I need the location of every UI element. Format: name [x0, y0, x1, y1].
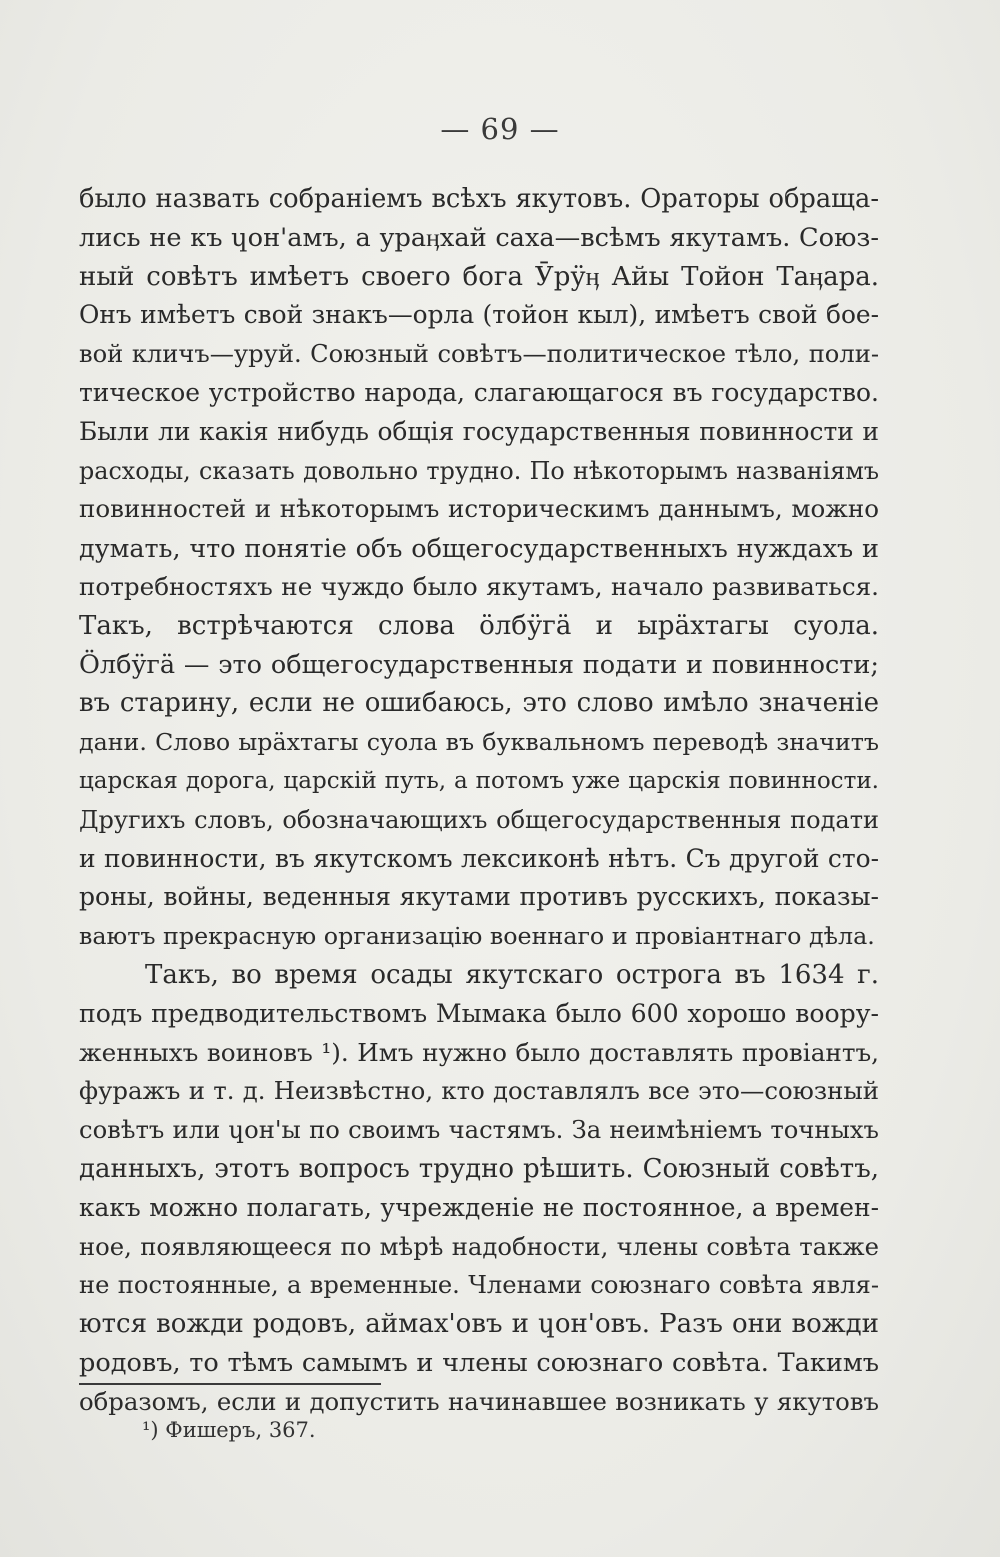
text-line-paragraph-start: Такъ, во время осады якутскаго острога въ 1634 г.: [145, 959, 879, 990]
text-line: не постоянные, а временные. Членами союзнаго совѣта явля-: [79, 1271, 879, 1300]
text-line: Такъ, встрѣчаются слова ӧлбӱгӓ и ырӓхтагы суола.: [79, 610, 879, 641]
text-line: было назвать собраніемъ всѣхъ якутовъ. Ораторы обраща-: [79, 184, 879, 214]
text-line: Другихъ словъ, обозначающихъ общегосударственныя подати: [79, 805, 879, 834]
text-line: Были ли какія нибудь общія государственныя повинности и: [79, 416, 879, 446]
text-line: думать, что понятіе объ общегосударственныхъ нуждахъ и: [79, 533, 879, 564]
text-line: потребностяхъ не чуждо было якутамъ, начало развиваться.: [79, 571, 879, 601]
footnote: ¹) Фишеръ, 367.: [142, 1418, 316, 1442]
text-line: расходы, сказать довольно трудно. По нѣкоторымъ названіямъ: [79, 456, 879, 485]
text-line: женныхъ воиновъ ¹). Имъ нужно было доставлять провіантъ,: [79, 1037, 879, 1067]
text-line: ный совѣтъ имѣетъ своего бога Ӯрӱӊ Айы Тойон Таӊара.: [79, 261, 879, 292]
text-line: роны, войны, веденныя якутами противъ русскихъ, показы-: [79, 882, 879, 912]
text-line: ное, появляющееся по мѣрѣ надобности, члены совѣта также: [79, 1231, 879, 1261]
text-line: царская дорога, царскій путь, а потомъ уже царскія повинности.: [79, 767, 879, 794]
text-line: вой кличъ—уруй. Союзный совѣтъ—политическое тѣло, поли-: [79, 340, 879, 369]
text-line: лись не къ ɥон'амъ, а ураӊхай саха—всѣмъ якутамъ. Союз-: [79, 222, 879, 253]
text-line: какъ можно полагать, учрежденіе не постоянное, а времен-: [79, 1192, 879, 1222]
text-line: совѣтъ или ɥон'ы по своимъ частямъ. За неимѣніемъ точныхъ: [79, 1115, 879, 1145]
text-line: повинностей и нѣкоторымъ историческимъ даннымъ, можно: [79, 494, 879, 524]
text-line: ются вожди родовъ, аймах'овъ и ɥон'овъ. Разъ они вожди: [79, 1309, 879, 1340]
text-line: ваютъ прекрасную организацію военнаго и провіантнаго дѣла.: [79, 922, 875, 951]
text-line: родовъ, то тѣмъ самымъ и члены союзнаго совѣта. Такимъ: [79, 1347, 879, 1378]
text-line: въ старину, если не ошибаюсь, это слово имѣло значеніе: [79, 688, 879, 719]
body-text: [79, 180, 879, 1422]
text-line: Онъ имѣетъ свой знакъ—орла (тойон кыл), имѣетъ свой бое-: [79, 300, 879, 330]
text-line: фуражъ и т. д. Неизвѣстно, кто доставлялъ все это—союзный: [79, 1076, 879, 1106]
footnote-divider: [79, 1383, 381, 1385]
text-line: Ӧлбӱгӓ — это общегосударственныя подати и повинности;: [79, 649, 879, 680]
text-line: образомъ, если и допустить начинавшее возникать у якутовъ: [79, 1386, 879, 1416]
text-line: дани. Слово ырӓхтагы суола въ буквальномъ переводѣ значитъ: [79, 728, 879, 757]
page-number: — 69 —: [440, 112, 560, 146]
text-line: подъ предводительствомъ Мымака было 600 хорошо воору-: [79, 998, 879, 1028]
text-line: тическое устройство народа, слагающагося въ государство.: [79, 377, 879, 407]
text-line: данныхъ, этотъ вопросъ трудно рѣшить. Союзный совѣтъ,: [79, 1153, 879, 1184]
text-line: и повинности, въ якутскомъ лексиконѣ нѣтъ. Съ другой сто-: [79, 843, 879, 873]
